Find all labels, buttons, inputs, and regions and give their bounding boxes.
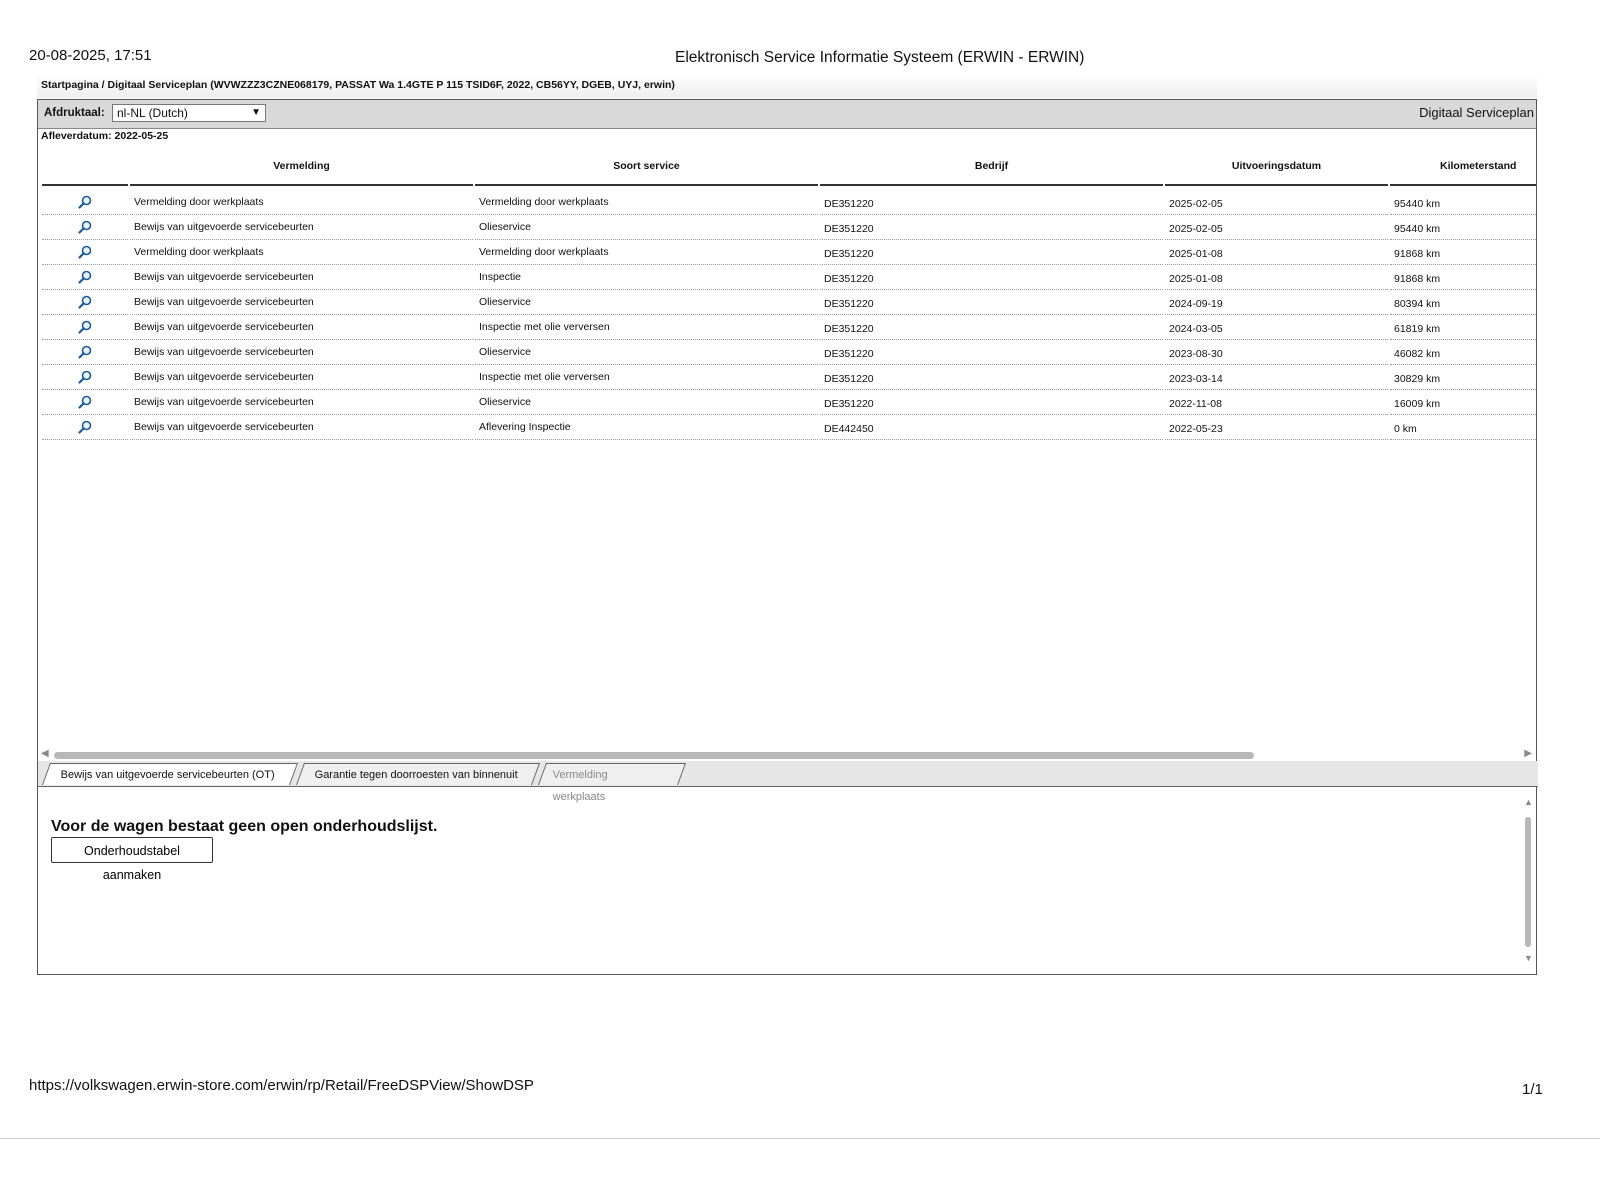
table-row[interactable]: [42, 190, 1536, 215]
table-row[interactable]: [42, 315, 1536, 340]
cell-uitvoeringsdatum: [1165, 365, 1388, 390]
cell-action: [42, 340, 128, 365]
cell-bedrijf-text: DE351220: [824, 273, 874, 285]
cell-vermelding-text: Bewijs van uitgevoerde servicebeurten: [134, 346, 314, 358]
magnifier-icon[interactable]: [78, 420, 92, 434]
magnifier-icon[interactable]: [78, 245, 92, 259]
cell-vermelding-text: Bewijs van uitgevoerde servicebeurten: [134, 296, 314, 308]
service-plan-frame: [37, 99, 1537, 975]
cell-kilometerstand-text: 30829 km: [1394, 373, 1441, 385]
language-select[interactable]: [112, 104, 266, 122]
column-header-soort-service[interactable]: Soort service: [475, 144, 818, 186]
cell-kilometerstand: [1390, 340, 1536, 365]
scrollbar-thumb[interactable]: [54, 752, 1254, 759]
cell-vermelding: [130, 215, 473, 240]
cell-soort-service: [475, 340, 818, 365]
cell-soort-service-text: Olieservice: [479, 396, 531, 408]
cell-uitvoeringsdatum: [1165, 215, 1388, 240]
cell-soort-service-text: Inspectie met olie verversen: [479, 371, 610, 383]
magnifier-icon[interactable]: [78, 320, 92, 334]
tab-bewijs-servicebeurten[interactable]: Bewijs van uitgevoerde servicebeurten (OT): [42, 763, 298, 785]
cell-kilometerstand-text: 0 km: [1394, 423, 1417, 435]
column-header-uitvoeringsdatum[interactable]: Uitvoeringsdatum: [1165, 144, 1388, 186]
table-row[interactable]: [42, 415, 1536, 440]
column-header-vermelding[interactable]: Vermelding: [130, 144, 473, 186]
table-row[interactable]: [42, 340, 1536, 365]
magnifier-icon[interactable]: [78, 395, 92, 409]
cell-soort-service: [475, 315, 818, 340]
cell-bedrijf: [820, 190, 1163, 215]
maintenance-panel: [38, 789, 1538, 974]
cell-uitvoeringsdatum-text: 2022-05-23: [1169, 423, 1223, 435]
cell-vermelding: [130, 365, 473, 390]
cell-kilometerstand-text: 95440 km: [1394, 223, 1441, 235]
cell-kilometerstand: [1390, 215, 1536, 240]
scroll-up-icon[interactable]: ▲: [1524, 797, 1533, 807]
cell-uitvoeringsdatum-text: 2023-03-14: [1169, 373, 1223, 385]
toolbar: [38, 100, 1536, 129]
cell-kilometerstand: [1390, 415, 1536, 440]
cell-kilometerstand-text: 91868 km: [1394, 248, 1441, 260]
cell-bedrijf-text: DE351220: [824, 348, 874, 360]
tab-garantie-doorroesten[interactable]: Garantie tegen doorroesten van binnenuit: [296, 763, 540, 785]
cell-action: [42, 265, 128, 290]
cell-bedrijf: [820, 215, 1163, 240]
cell-bedrijf: [820, 265, 1163, 290]
delivery-date: Afleverdatum: 2022-05-25: [41, 130, 169, 142]
cell-uitvoeringsdatum: [1165, 415, 1388, 440]
cell-kilometerstand: [1390, 365, 1536, 390]
column-header-kilometerstand[interactable]: Kilometerstand: [1390, 144, 1536, 186]
cell-bedrijf: [820, 240, 1163, 265]
cell-soort-service-text: Inspectie: [479, 271, 522, 283]
cell-uitvoeringsdatum: [1165, 390, 1388, 415]
cell-vermelding-text: Bewijs van uitgevoerde servicebeurten: [134, 221, 314, 233]
cell-vermelding-text: Vermelding door werkplaats: [134, 196, 264, 208]
cell-soort-service-text: Olieservice: [479, 296, 531, 308]
cell-kilometerstand: [1390, 315, 1536, 340]
cell-kilometerstand-text: 80394 km: [1394, 298, 1441, 310]
cell-soort-service-text: Vermelding door werkplaats: [479, 196, 609, 208]
breadcrumb[interactable]: Startpagina / Digitaal Serviceplan (WVWZZZ3CZNE068179, PASSAT Wa 1.4GTE P 115 TSID6F, 2022, CB56YY, DGEB, UYJ, erwin): [37, 74, 1537, 98]
cell-bedrijf: [820, 315, 1163, 340]
cell-soort-service-text: Olieservice: [479, 221, 531, 233]
cell-vermelding: [130, 340, 473, 365]
cell-bedrijf-text: DE351220: [824, 323, 874, 335]
cell-uitvoeringsdatum: [1165, 340, 1388, 365]
cell-kilometerstand: [1390, 390, 1536, 415]
cell-uitvoeringsdatum-text: 2022-11-08: [1169, 398, 1222, 410]
vertical-scrollbar[interactable]: [1523, 797, 1533, 963]
cell-kilometerstand-text: 16009 km: [1394, 398, 1441, 410]
print-page-title: Elektronisch Service Informatie Systeem (ERWIN - ERWIN): [675, 49, 1085, 66]
cell-action: [42, 215, 128, 240]
cell-bedrijf-text: DE351220: [824, 248, 874, 260]
cell-vermelding: [130, 190, 473, 215]
chevron-down-icon: ▼: [251, 107, 261, 118]
cell-soort-service-text: Inspectie met olie verversen: [479, 321, 610, 333]
cell-vermelding-text: Vermelding door werkplaats: [134, 246, 264, 258]
magnifier-icon[interactable]: [78, 370, 92, 384]
cell-soort-service-text: Aflevering Inspectie: [479, 421, 571, 433]
cell-bedrijf-text: DE351220: [824, 223, 874, 235]
cell-soort-service-text: Olieservice: [479, 346, 531, 358]
cell-soort-service: [475, 290, 818, 315]
cell-soort-service: [475, 215, 818, 240]
cell-kilometerstand: [1390, 290, 1536, 315]
cell-uitvoeringsdatum: [1165, 315, 1388, 340]
cell-bedrijf-text: DE351220: [824, 198, 874, 210]
service-history-table: [42, 144, 1536, 544]
cell-vermelding: [130, 265, 473, 290]
column-header-action: [42, 144, 128, 186]
table-row[interactable]: [42, 240, 1536, 265]
print-page-number: 1/1: [1522, 1081, 1543, 1098]
cell-vermelding: [130, 415, 473, 440]
language-select-value: nl-NL (Dutch): [117, 106, 188, 120]
cell-kilometerstand-text: 46082 km: [1394, 348, 1441, 360]
cell-soort-service: [475, 390, 818, 415]
cell-uitvoeringsdatum: [1165, 190, 1388, 215]
cell-vermelding: [130, 290, 473, 315]
cell-vermelding: [130, 315, 473, 340]
language-label: Afdruktaal:: [44, 107, 105, 119]
cell-action: [42, 315, 128, 340]
print-datetime: 20-08-2025, 17:51: [29, 47, 152, 64]
panel-title: Digitaal Serviceplan: [1419, 105, 1534, 120]
cell-uitvoeringsdatum-text: 2024-03-05: [1169, 323, 1223, 335]
table-row[interactable]: [42, 215, 1536, 240]
vertical-scrollbar-thumb[interactable]: [1525, 817, 1531, 947]
cell-vermelding-text: Bewijs van uitgevoerde servicebeurten: [134, 271, 314, 283]
cell-bedrijf-text: DE351220: [824, 398, 874, 410]
cell-uitvoeringsdatum-text: 2025-01-08: [1169, 273, 1223, 285]
cell-vermelding-text: Bewijs van uitgevoerde servicebeurten: [134, 396, 314, 408]
create-maintenance-table-button[interactable]: Onderhoudstabel aanmaken: [51, 837, 213, 863]
cell-kilometerstand: [1390, 240, 1536, 265]
cell-vermelding-text: Bewijs van uitgevoerde servicebeurten: [134, 371, 314, 383]
scroll-down-icon[interactable]: ▼: [1524, 953, 1533, 963]
cell-kilometerstand-text: 95440 km: [1394, 198, 1441, 210]
cell-uitvoeringsdatum-text: 2023-08-30: [1169, 348, 1223, 360]
cell-kilometerstand: [1390, 190, 1536, 215]
magnifier-icon[interactable]: [78, 295, 92, 309]
cell-kilometerstand-text: 91868 km: [1394, 273, 1441, 285]
magnifier-icon[interactable]: [78, 195, 92, 209]
scroll-right-icon[interactable]: ▶: [1524, 748, 1532, 759]
cell-uitvoeringsdatum-text: 2024-09-19: [1169, 298, 1223, 310]
cell-uitvoeringsdatum-text: 2025-01-08: [1169, 248, 1223, 260]
scroll-left-icon[interactable]: ◀: [41, 748, 49, 759]
tab-vermelding-werkplaats[interactable]: Vermelding werkplaats: [538, 763, 686, 785]
cell-uitvoeringsdatum-text: 2025-02-05: [1169, 223, 1223, 235]
no-maintenance-list-notice: Voor de wagen bestaat geen open onderhoudslijst.: [51, 818, 438, 835]
table-row[interactable]: [42, 365, 1536, 390]
cell-bedrijf-text: DE351220: [824, 298, 874, 310]
cell-bedrijf: [820, 415, 1163, 440]
table-row[interactable]: [42, 390, 1536, 415]
cell-vermelding: [130, 240, 473, 265]
cell-soort-service-text: Vermelding door werkplaats: [479, 246, 609, 258]
cell-uitvoeringsdatum: [1165, 265, 1388, 290]
cell-action: [42, 390, 128, 415]
cell-action: [42, 365, 128, 390]
cell-bedrijf: [820, 290, 1163, 315]
cell-action: [42, 190, 128, 215]
cell-kilometerstand-text: 61819 km: [1394, 323, 1441, 335]
cell-vermelding-text: Bewijs van uitgevoerde servicebeurten: [134, 421, 314, 433]
cell-action: [42, 240, 128, 265]
footer-divider: [0, 1138, 1600, 1139]
table-row[interactable]: [42, 265, 1536, 290]
tab-bar: [38, 761, 1538, 803]
cell-bedrijf-text: DE442450: [824, 423, 874, 435]
column-header-bedrijf[interactable]: Bedrijf: [820, 144, 1163, 186]
cell-uitvoeringsdatum: [1165, 290, 1388, 315]
cell-action: [42, 290, 128, 315]
table-row[interactable]: [42, 290, 1536, 315]
cell-uitvoeringsdatum: [1165, 240, 1388, 265]
cell-vermelding-text: Bewijs van uitgevoerde servicebeurten: [134, 321, 314, 333]
cell-vermelding: [130, 390, 473, 415]
cell-soort-service: [475, 265, 818, 290]
cell-bedrijf-text: DE351220: [824, 373, 874, 385]
cell-soort-service: [475, 190, 818, 215]
cell-soort-service: [475, 365, 818, 390]
cell-uitvoeringsdatum-text: 2025-02-05: [1169, 198, 1223, 210]
cell-bedrijf: [820, 390, 1163, 415]
print-url: https://volkswagen.erwin-store.com/erwin/rp/Retail/FreeDSPView/ShowDSP: [29, 1077, 534, 1094]
magnifier-icon[interactable]: [78, 270, 92, 284]
cell-bedrijf: [820, 365, 1163, 390]
cell-kilometerstand: [1390, 265, 1536, 290]
cell-bedrijf: [820, 340, 1163, 365]
cell-soort-service: [475, 415, 818, 440]
cell-soort-service: [475, 240, 818, 265]
magnifier-icon[interactable]: [78, 220, 92, 234]
cell-action: [42, 415, 128, 440]
magnifier-icon[interactable]: [78, 345, 92, 359]
